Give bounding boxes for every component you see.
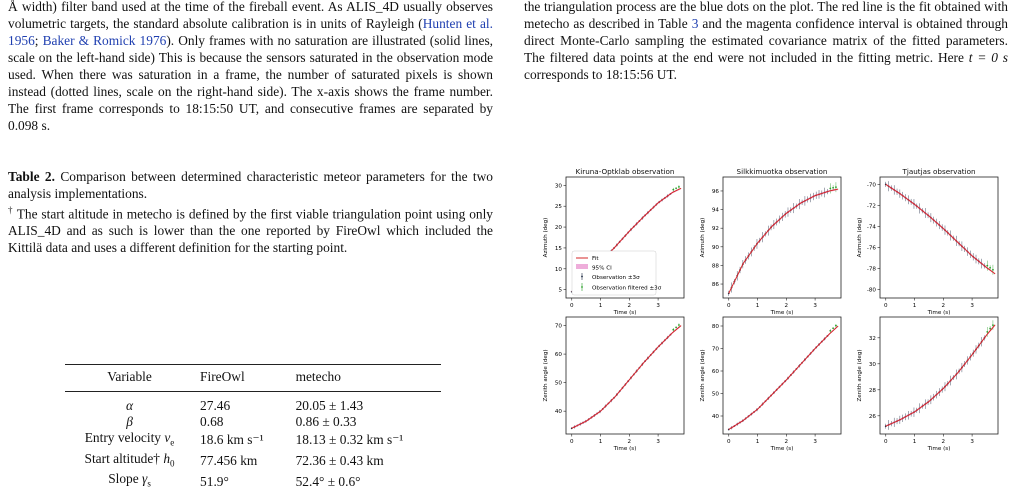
- y-axis-label: Azimuth (deg): [857, 217, 863, 258]
- data-point: [992, 324, 994, 326]
- table-row: [65, 392, 441, 415]
- table-cell: 18.6 km s⁻¹: [200, 432, 264, 448]
- table-cell: 20.05 ± 1.43: [295, 398, 364, 413]
- data-point: [835, 325, 837, 327]
- observation-figure: [530, 165, 1010, 455]
- data-point: [678, 324, 680, 326]
- data-point: [672, 189, 674, 191]
- legend-obs-dot: [581, 276, 583, 278]
- table-reference-link[interactable]: 3: [691, 16, 699, 31]
- table-note-mark: †: [8, 205, 14, 215]
- y-tick-label: -74: [866, 224, 876, 231]
- x-tick-label: 3: [970, 303, 974, 309]
- y-tick-label: -72: [866, 203, 876, 210]
- y-tick-label: -70: [866, 182, 876, 189]
- table-cell: 18.13 ± 0.32 km s⁻¹: [295, 432, 404, 448]
- y-tick-label: 40: [711, 414, 719, 420]
- y-tick-label: 50: [554, 380, 562, 387]
- y-tick-label: 70: [554, 323, 562, 330]
- data-point: [675, 326, 677, 328]
- x-tick-label: 2: [627, 303, 632, 309]
- table-cell: Start altitude† $h_0$: [84, 450, 175, 469]
- table-note: The start altitude in metecho is defined by the first viable triangulation point using only ALIS_4D and as such is lower than the one reported by FireOwl which included the Kittilä data and uses a different definition for the starting point.: [8, 206, 493, 256]
- left-column: [8, 0, 493, 256]
- table-row: [65, 414, 441, 430]
- data-point: [835, 186, 837, 188]
- y-tick-label: 25: [554, 204, 562, 211]
- x-axis-label: Time (s): [613, 310, 637, 316]
- x-tick-label: 3: [656, 303, 660, 309]
- x-tick-label: 0: [726, 439, 731, 445]
- table-cell: 52.4° ± 0.6°: [295, 473, 361, 489]
- x-tick-label: 2: [784, 303, 789, 309]
- table-row: [65, 451, 441, 472]
- plot-frame: [880, 317, 998, 434]
- table-cell: 51.9°: [200, 473, 229, 489]
- y-tick-label: 15: [554, 245, 562, 252]
- chart-panel: [857, 167, 998, 316]
- x-tick-label: 1: [912, 303, 917, 309]
- time-definition: t = 0 s: [968, 50, 1008, 65]
- data-point: [832, 327, 834, 329]
- x-tick-label: 0: [883, 439, 888, 445]
- y-tick-label: 10: [554, 266, 562, 273]
- table-cell: 0.68: [200, 414, 224, 429]
- x-tick-label: 1: [755, 303, 760, 309]
- table-header-cell: FireOwl: [194, 365, 290, 392]
- y-tick-label: 60: [554, 352, 562, 359]
- y-tick-label: 50: [711, 391, 719, 398]
- plot-frame: [723, 177, 841, 298]
- x-tick-label: 1: [598, 303, 603, 309]
- x-tick-label: 1: [755, 439, 760, 445]
- table-cell: Slope $\gamma_s$: [108, 471, 151, 490]
- x-tick-label: 3: [813, 439, 817, 445]
- legend-label: Observation ±3σ: [592, 275, 640, 281]
- y-axis-label: Zenith angle (deg): [700, 349, 706, 402]
- y-tick-label: 5: [558, 287, 562, 294]
- chart-panel: [700, 317, 841, 452]
- table-caption-label: Table 2.: [8, 169, 55, 184]
- plot-frame: [723, 317, 841, 434]
- x-axis-label: Time (s): [927, 446, 951, 452]
- legend: [572, 251, 662, 295]
- table-header-cell: Variable: [65, 365, 194, 392]
- chart-panel: [857, 317, 998, 452]
- plot-frame: [566, 317, 684, 434]
- panel-title: Kiruna-Optklab observation: [575, 167, 675, 176]
- x-tick-label: 1: [912, 439, 917, 445]
- y-tick-label: 92: [711, 226, 719, 233]
- table-header-row: [65, 365, 441, 392]
- table-cell: 0.86 ± 0.33: [295, 414, 357, 429]
- legend-label: Fit: [592, 256, 599, 262]
- table-caption: Table 2. Comparison between determined characteristic meteor parameters for the two analysis implementations. † The start altitude in metecho is defined by the first viable triangulation point using only ALIS_4D and as such is lower than the one reported by FireOwl which included the Kittilä data and uses a different definition for the starting point.: [8, 169, 493, 256]
- x-tick-label: 3: [656, 439, 660, 445]
- parameter-table: [65, 364, 441, 492]
- y-tick-label: 90: [711, 244, 719, 251]
- data-point: [672, 329, 674, 331]
- figure-caption-paragraph: the triangulation process are the blue dots on the plot. The red line is the fit obtained with metecho as described in Table 3 and the magenta confidence interval is obtained through direct Monte-Carlo sampling the estimated covariance matrix of the fitted parameters. The filtered data points at the end were not included in the fitting metric. Here t = 0 s corresponds to 18:15:56 UT.: [524, 0, 1008, 82]
- data-point: [986, 331, 988, 333]
- legend-label: Observation filtered ±3σ: [592, 285, 662, 292]
- figure-description-paragraph: Å width) filter band used at the time of the fireball event. As ALIS_4D usually observes volumetric targets, the standard absolute calibration is in units of Rayleigh (Hunten et al. 1956; Baker & Romick 1976). Only frames with no saturation are illustrated (solid lines, scale on the left-hand side) This is because the sensors saturated in the observation mode used. When there was saturation in a frame, the number of saturated pixels is shown instead (dotted lines, scale on the right-hand side). The x-axis shows the frame number. The first frame corresponds to 18:15:50 UT, and consecutive frames are separated by 0.098 s.: [8, 0, 494, 133]
- x-tick-label: 0: [569, 303, 574, 309]
- x-axis-label: Time (s): [770, 446, 794, 452]
- chart-panel: [700, 167, 841, 316]
- y-tick-label: -76: [866, 245, 876, 252]
- table-header-cell: metecho: [290, 365, 441, 392]
- y-tick-label: 20: [554, 225, 562, 232]
- y-tick-label: 80: [711, 324, 719, 330]
- chart-panel: [543, 317, 684, 452]
- table-cell: 77.456 km: [200, 453, 258, 468]
- right-column: [524, 0, 1008, 83]
- data-point: [989, 267, 991, 269]
- x-tick-label: 2: [627, 439, 632, 445]
- x-tick-label: 2: [784, 439, 789, 445]
- y-tick-label: 96: [711, 188, 719, 195]
- legend-label: 95% CI: [592, 265, 612, 272]
- citation-link[interactable]: Hunten et al. 1956: [8, 16, 493, 48]
- y-tick-label: 70: [711, 346, 719, 353]
- y-tick-label: 86: [711, 282, 719, 289]
- x-axis-label: Time (s): [613, 446, 637, 452]
- panel-title: Silkkimuotka observation: [736, 167, 828, 176]
- y-axis-label: Azimuth (deg): [543, 217, 549, 258]
- citation-link[interactable]: Baker & Romick 1976: [42, 33, 167, 48]
- legend-ci-swatch: [576, 264, 588, 269]
- y-axis-label: Azimuth (deg): [700, 217, 706, 258]
- x-tick-label: 1: [598, 439, 603, 445]
- y-axis-label: Zenith angle (deg): [543, 349, 549, 402]
- y-tick-label: 60: [711, 369, 719, 375]
- x-tick-label: 3: [970, 439, 974, 445]
- y-axis-label: Zenith angle (deg): [857, 349, 863, 402]
- y-tick-label: 32: [868, 335, 876, 342]
- plot-frame: [880, 177, 998, 298]
- panel-title: Tjautjas observation: [902, 167, 976, 176]
- data-point: [986, 265, 988, 267]
- table-cell: Entry velocity $v_e$: [84, 430, 175, 448]
- y-tick-label: 28: [868, 387, 876, 394]
- x-tick-label: 0: [883, 303, 888, 309]
- table-cell: 72.36 ± 0.43 km: [295, 453, 384, 468]
- x-tick-label: 0: [569, 439, 574, 445]
- x-tick-label: 0: [726, 303, 731, 309]
- y-tick-label: 94: [711, 207, 719, 214]
- y-tick-label: -80: [866, 287, 876, 294]
- data-point: [989, 328, 991, 330]
- data-point: [992, 269, 994, 271]
- y-tick-label: 30: [554, 183, 562, 190]
- table-row: [65, 471, 441, 492]
- data-point: [829, 187, 831, 189]
- x-tick-label: 2: [941, 439, 946, 445]
- data-point: [678, 186, 680, 188]
- y-tick-label: 30: [868, 361, 876, 368]
- x-axis-label: Time (s): [770, 310, 794, 316]
- legend-filtered-dot: [581, 286, 583, 288]
- y-tick-label: 26: [868, 413, 876, 420]
- x-axis-label: Time (s): [927, 310, 951, 316]
- table-cell: α: [126, 398, 134, 413]
- x-tick-label: 3: [813, 303, 817, 309]
- y-tick-label: 88: [711, 263, 719, 270]
- table-row: [65, 430, 441, 451]
- table-cell: β: [126, 414, 133, 429]
- x-tick-label: 2: [941, 303, 946, 309]
- y-tick-label: -78: [866, 266, 876, 273]
- y-tick-label: 40: [554, 409, 562, 416]
- data-point: [832, 187, 834, 189]
- table-cell: 27.46: [200, 398, 231, 413]
- data-point: [675, 187, 677, 189]
- data-point: [829, 330, 831, 332]
